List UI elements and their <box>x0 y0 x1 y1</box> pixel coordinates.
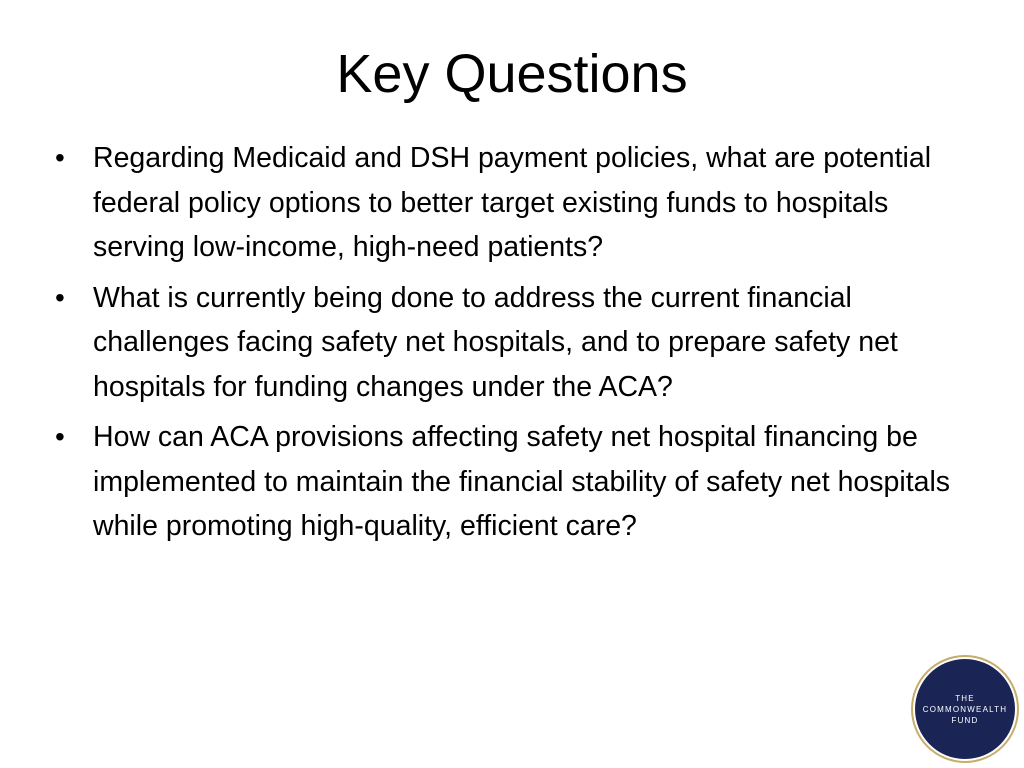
logo-text-line: FUND <box>951 715 979 725</box>
logo-core <box>915 659 1015 759</box>
bullet-dot-icon: • <box>55 281 65 313</box>
bullet-dot-icon: • <box>55 421 65 452</box>
logo-text-line: THE <box>955 693 975 703</box>
commonwealth-fund-logo <box>911 655 1019 763</box>
bullet-item <box>52 276 952 410</box>
bullet-text: How can ACA provisions affecting safety net hospital financing be implemented to maintain the financial stability of safety net hospitals while promoting high-quality, efficient care? <box>93 421 951 542</box>
bullet-item <box>52 136 952 270</box>
bullet-text: What is currently being done to address the current financial challenges facing safety net hospitals, and to prepare safety net hospitals for funding changes under the ACA? <box>93 281 898 403</box>
bullet-list <box>52 136 952 555</box>
slide-title: Key Questions <box>336 44 688 104</box>
bullet-dot-icon: • <box>55 142 65 173</box>
bullet-item <box>52 415 952 549</box>
logo-text-line: COMMONWEALTH <box>922 704 1008 714</box>
logo-ring <box>913 657 1017 761</box>
bullet-text: Regarding Medicaid and DSH payment policies, what are potential federal policy options to better target existing funds to hospitals serving low-income, high-need patients? <box>93 142 932 263</box>
